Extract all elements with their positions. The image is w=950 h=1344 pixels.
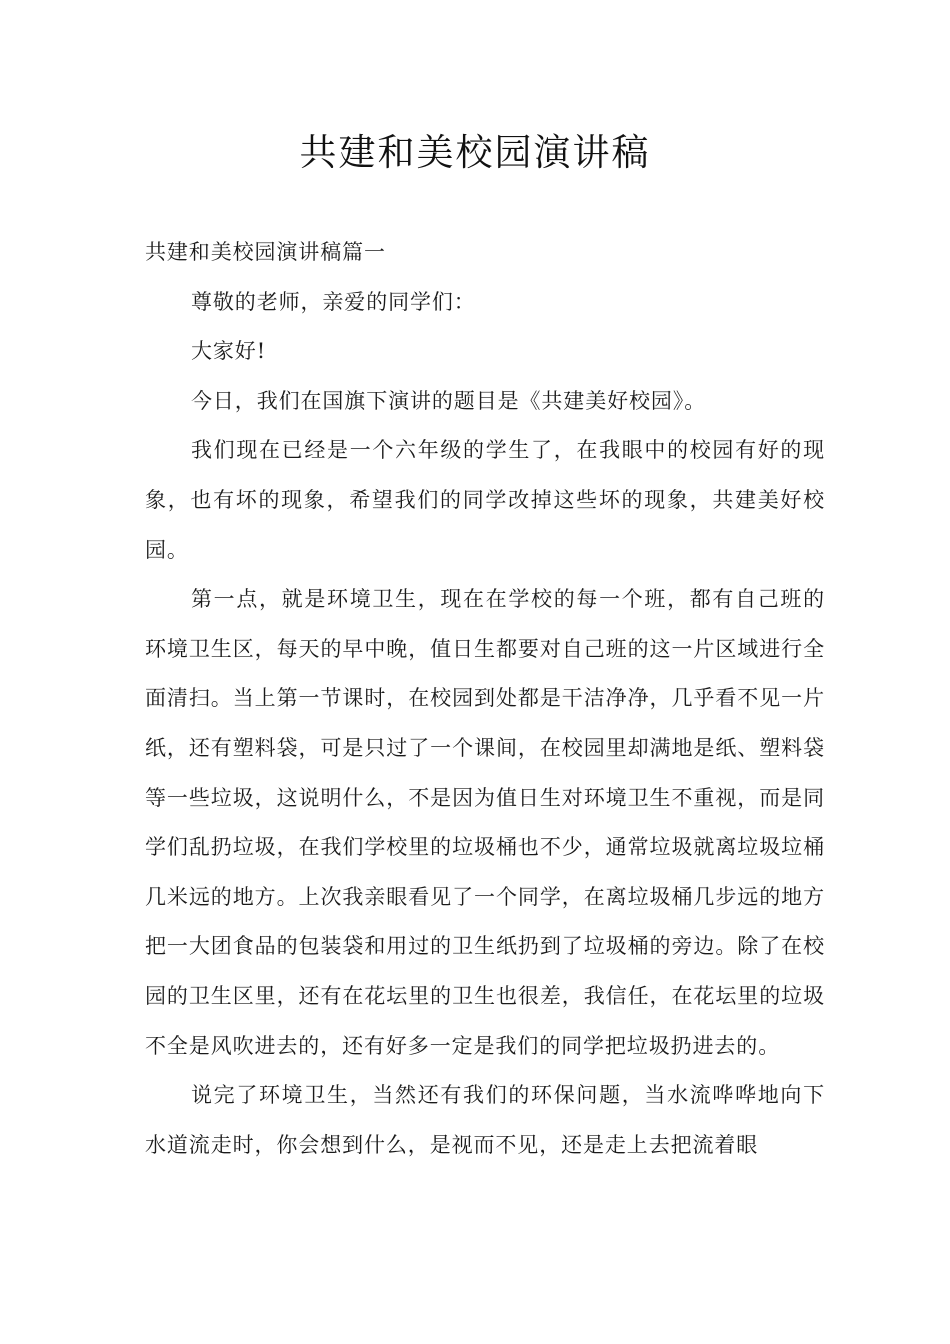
document-body (145, 228, 825, 1170)
section-heading: 共建和美校园演讲稿篇一 (145, 240, 386, 264)
paragraph-intro: 我们现在已经是一个六年级的学生了，在我眼中的校园有好的现象，也有坏的现象，希望我们的同学改掉这些坏的现象，共建美好校园。 (145, 438, 825, 562)
paragraph-salutation: 尊敬的老师，亲爱的同学们： (191, 289, 476, 314)
document-title: 共建和美校园演讲稿 (299, 131, 651, 174)
paragraph-hygiene: 第一点，就是环境卫生，现在在学校的每一个班，都有自己班的环境卫生区，每天的早中晚，值日生都要对自己班的这一片区域进行全面清扫。当上第一节课时，在校园到处都是干洁净净，几乎看不见一片纸，还有塑料袋，可是只过了一个课间，在校园里却满地是纸、塑料袋等一些垃圾，这说明什么，不是因为值日生对环境卫生不重视，而是同学们乱扔垃圾，在我们学校里的垃圾桶也不少，通常垃圾就离垃圾垃桶几米远的地方。上次我亲眼看见了一个同学，在离垃圾桶几步远的地方把一大团食品的包装袋和用过的卫生纸扔到了垃圾桶的旁边。除了在校园的卫生区里，还有在花坛里的卫生也很差，我信任，在花坛里的垃圾不全是风吹进去的，还有好多一定是我们的同学把垃圾扔进去的。 (145, 587, 825, 1058)
paragraph-environment: 说完了环境卫生，当然还有我们的环保问题，当水流哗哗地向下水道流走时，你会想到什么，是视而不见，还是走上去把流着眼 (145, 1083, 825, 1157)
paragraph-greeting: 大家好! (191, 339, 267, 364)
paragraph-topic: 今日，我们在国旗下演讲的题目是《共建美好校园》。 (191, 388, 707, 413)
